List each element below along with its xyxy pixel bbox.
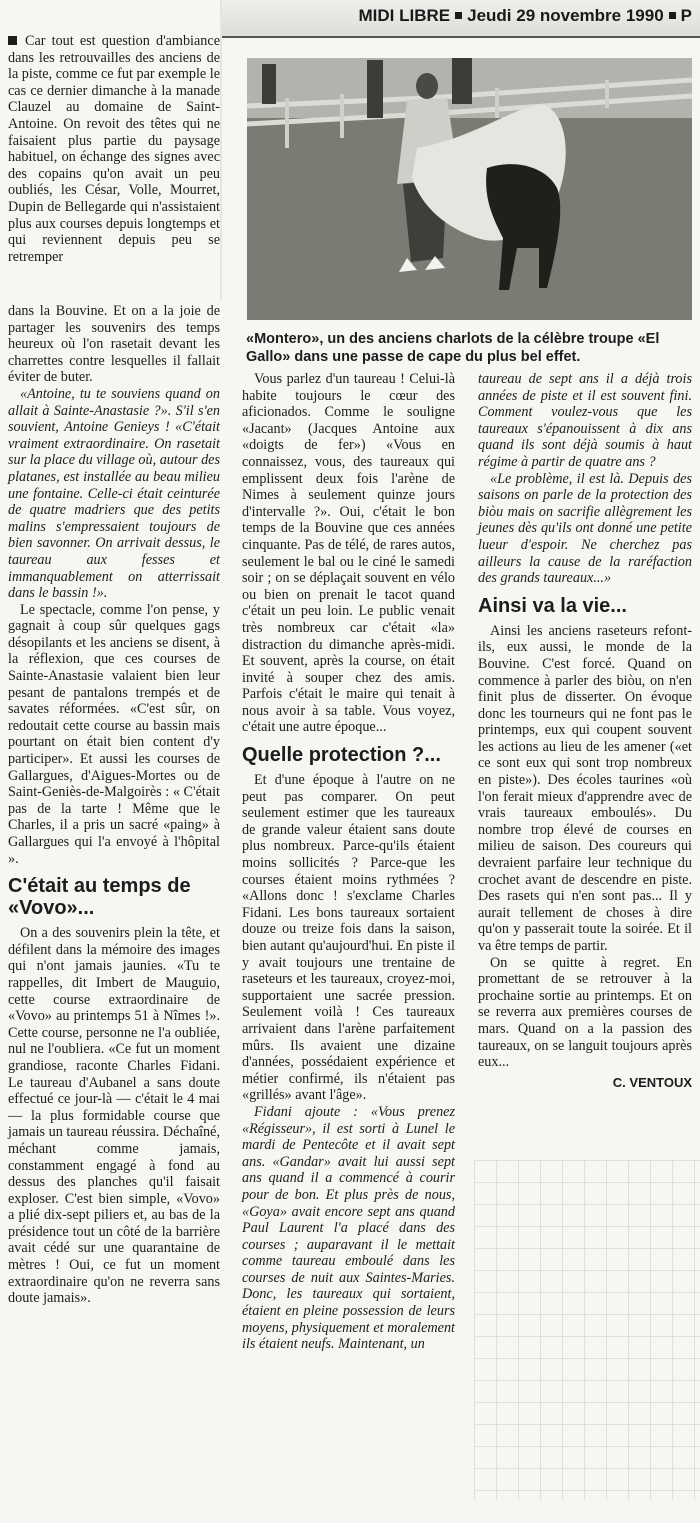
paper-name: MIDI LIBRE: [358, 6, 451, 25]
separator-square-icon: [455, 12, 462, 19]
paragraph: dans la Bouvine. Et on a la joie de partager les souvenirs des temps heureux où l'on rasetait devant les charrettes contre lesquelles il fallait éviter de buter.: [8, 303, 220, 386]
masthead-line: [359, 6, 693, 26]
column-3: [478, 371, 692, 1091]
background-grid: [474, 1160, 700, 1500]
heading-protection: Quelle protection ?...: [242, 744, 441, 767]
separator-square-icon: [669, 12, 676, 19]
bullet-square-icon: [8, 36, 17, 45]
paragraph: «Le problème, il est là. Depuis des saisons on parle de la protection des biòu mais on sacrifie allègrement les jeunes dès qu'ils ont donné une petite lueur d'espoir. Ne cherchez pas ailleurs la cause de la raréfaction des grands taureaux...»: [478, 470, 692, 587]
paragraph-intro: Car tout est question d'ambiance dans les retrouvailles des anciens de la piste, comme ce fut par exemple le cas ce dernier dimanche à la manade Clauzel au domaine de Saint-Antoine. On revoit des têtes qui ne faisaient plus partie du paysage habituel, on échange des signes avec des copains qu'on avait un peu oubliés, les César, Volle, Mourret, Dupin de Bellegarde qui n'assistaient plus aux courses depuis longtemps et qui reviennent depuis peu se retremper: [8, 33, 220, 265]
photo-illustration: [247, 58, 692, 320]
heading-vovo: C'était au temps de «Vovo»...: [8, 875, 191, 920]
heading-vie: Ainsi va la vie...: [478, 594, 627, 617]
paragraph: «Antoine, tu te souviens quand on allait à Sainte-Anastasie ?». S'il s'en souvient, Antoine Genieys ! «C'était vraiment extraordinaire. On rasetait sur la place du village où, autour des platanes, est installée au beau milieu une fontaine. Celle-ci était ceinturée de quatre madriers que des petits malins s'empressaient toujours de bien savonner. On arrivait dessus, le taureau aux fesses et immanquablement on atterrissait dans le bassin !».: [8, 385, 221, 602]
author-signature: C. VENTOUX: [612, 1074, 692, 1090]
column-1-body: [8, 303, 220, 1307]
masthead: [222, 0, 700, 38]
paragraph: Vous parlez d'un taureau ! Celui-là habite toujours le cœur des aficionados. Comme le souligne «Jacant» (Jacques Antoine aux «doigts de fer») «Vous en connaissez, vous, des taureaux qui emplissent deux fois l'arène de Nimes à seulement quinze jours d'intervalle ?». Oui, c'était le bon temps de la Bouvine que ces années cinquante. Pas de télé, de rares autos, seulement le bal ou le ciné le samedi soir ; on se déplaçait souvent en vélo ou bien on prenait le tacot quand c'était un peu loin. Le public venait très nombreux car c'était «la» distraction du dimanche après-midi. Et souvent, après la course, on était invité à souper chez des amis. Parfois c'était le maire qui tenait à nous avoir à sa table. Vous voyez, c'était une autre époque...: [242, 371, 455, 736]
paragraph: Et d'une époque à l'autre on ne peut pas comparer. On peut seulement estimer que les taureaux de grande valeur étaient sans doute plus nombreux. Parce-qu'ils étaient moins sollicités ? Parce-que les courses étaient moins rythmées ? «Allons donc ! s'exclame Charles Fidani. Les bons taureaux sortaient douze ou treize fois dans la saison, bien autant qu'aujourd'hui. En piste il y avait toujours une trentaine de raseteurs et les taureaux, croyez-moi, supportaient une sacrée pression. Seulement voilà ! Ces taureaux arrivaient dans l'arène parfaitement mûrs. Ils avaient une dizaine d'années, possédaient expérience et métier confirmé, ils n'étaient pas «grillés» avant l'âge».: [242, 772, 455, 1104]
clip-edge: [220, 0, 222, 300]
paragraph: On a des souvenirs plein la tête, et défilent dans la mémoire des images qui n'ont jamais jaunies. «Tu te rappelles, dit Imbert de Mauguio, cette course extraordinaire de «Vovo» au printemps 51 à Nîmes !». Cette course, personne ne l'a oubliée, nul ne l'oubliera. «Ce fut un moment grandiose, raconte Charles Fidani. Le taureau d'Aubanel a sans doute effectué ce jour-là — c'était le 4 mai — la plus formidable course que jamais un taureau réussira. Déchaîné, méchant comme jamais, constamment engagé à fond au dessus des planches qu'il faisait exploser. C'est bien simple, «Vovo» a plié dix-sept piliers et, au bas de la présidence tout un côté de la barrière avait cédé sur une quarantaine de mètres ! Oui, ce fut un moment extraordinaire qu'on ne reverra sans doute jamais».: [8, 925, 220, 1307]
bullfight-photo: [247, 58, 692, 320]
column-1-intro: [8, 33, 220, 265]
paragraph: Fidani ajoute : «Vous prenez «Régisseur», il est sorti à Lunel le mardi de Pentecôte et il avait sept ans. «Gandar» avait lui aussi sept ans quand il a commencé à courir pour de bon. Et plus près de nous, «Goya» avait encore sept ans quand Paul Laurent l'a placé dans des courses ; auparavant il le mettait comme taureau emboulé dans les courses de nuit aux Saintes-Maries. Donc, les taureaux qui sortaient, étaient en pleine possession de leurs moyens, physiquement et moralement ils étaient neufs. Maintenant, un: [242, 1103, 455, 1353]
page-letter: P: [680, 6, 692, 25]
paragraph: On se quitte à regret. En promettant de se retrouver à la prochaine sortie au printemps. Et on se reverra aux premières courses de mars. Quand on a la passion des taureaux, on se languit toujours après eux...: [478, 954, 692, 1071]
issue-date: Jeudi 29 novembre 1990: [467, 6, 664, 25]
paragraph: taureau de sept ans il a déjà trois années de piste et il est souvent fini. Comment voulez-vous que les taureaux s'épanouissent à dix ans quand ils sont déjà soumis à haut régime à partir de quatre ans ?: [478, 371, 692, 470]
photo-caption: «Montero», un des anciens charlots de la célèbre troupe «El Gallo» dans une passe de cape du plus bel effet.: [246, 331, 660, 365]
paragraph: Le spectacle, comme l'on pense, y gagnait à coup sûr quelques gags désopilants et les anciens se disent, à la réflexion, que ces courses de Sainte-Anastasie valaient bien leur pesant de pantalons trempés et de savates réformées. «C'est sûr, on redoutait cette course au bassin mais pourtant on était bien content d'y participer». Et aussi les courses de Gallargues, d'Aigues-Mortes ou de Saint-Geniès-de-Malgoirès : « C'était pas de la tarte ! Même que le Charles, il a pris un sacré «paing» à Gallargues qui l'a envoyé à l'hôpital ».: [8, 601, 220, 867]
paragraph: Ainsi les anciens raseteurs refont-ils, eux aussi, le monde de la Bouvine. C'est forcé. Quand on commence à parler des biòu, on n'en finit plus de disserter. On évoque donc les tourneurs qui ne font pas le printemps, eux qui coupent souvent les actions au lieu de les amener («et ce sont eux qui sont trop nombreux en piste»). Des écoles taurines «où l'on ferait mieux d'apprendre avec de vrais taureaux emboulés». Du nombre trop élevé de courses en milieu de saison. Des coureurs qui devraient parfaire leur technique du crochet avant de descendre en piste. Des rasets qui n'en sont pas... Il y aurait tellement de choses à dire qu'on y passerait toute la soirée. Et il va être temps de partir.: [478, 622, 692, 954]
column-2: [242, 371, 455, 1353]
